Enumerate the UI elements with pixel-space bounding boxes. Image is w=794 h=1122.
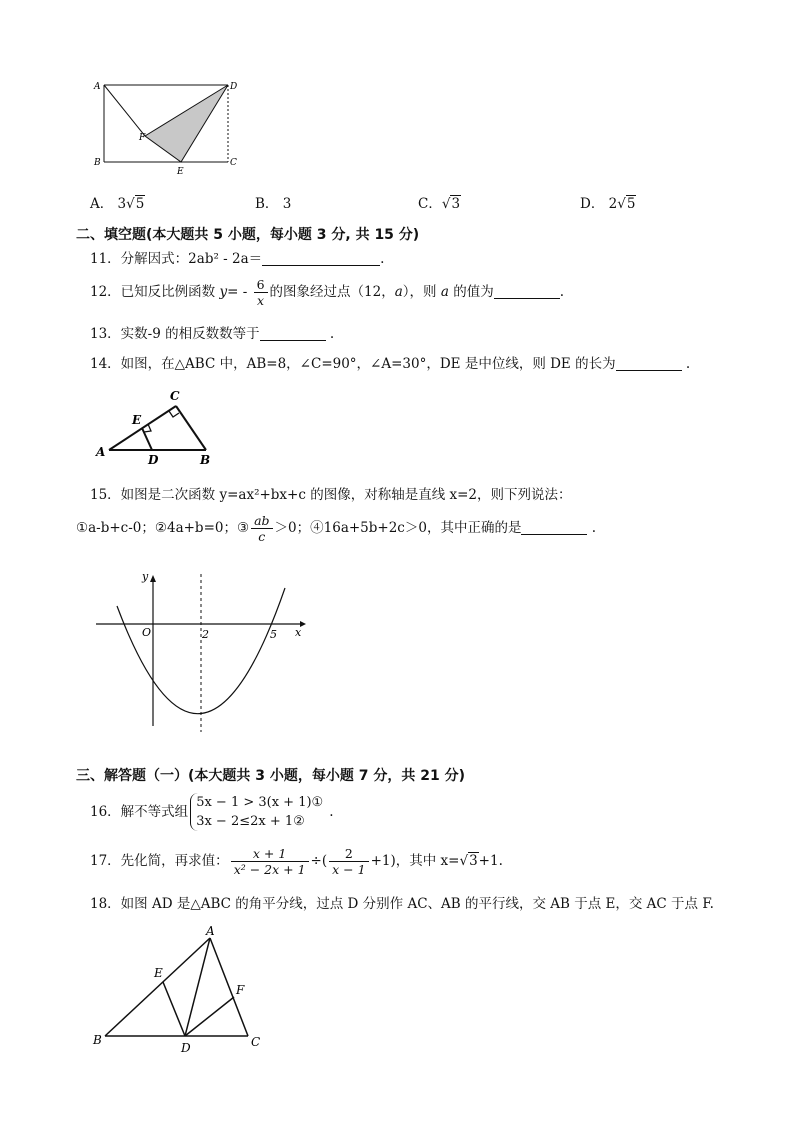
fraction [231, 846, 309, 877]
vertex-d-label: D [181, 1041, 191, 1055]
option-radicand: 5 [135, 196, 145, 212]
tick-label-2: 2 [202, 628, 209, 641]
angle-bisector-figure [88, 922, 278, 1057]
q12-post2: ），则 [402, 284, 441, 300]
option-radicand: 3 [451, 196, 461, 212]
q13-text: 13．实数-9 的相反数数等于 [90, 326, 260, 342]
x-axis-label: x [295, 626, 302, 639]
q15-statements-b: ＞0；④16a+5b+2c＞0，其中正确的是 [274, 520, 522, 536]
option-letter: B． [255, 196, 279, 212]
answer-blank [262, 251, 380, 266]
q17-mid: ÷( [310, 853, 328, 869]
question-15-statements [76, 513, 596, 544]
denominator: x [257, 293, 265, 308]
q15-end: . [587, 520, 597, 536]
vertex-c-label: C [251, 1035, 261, 1049]
question-18: 18．如图 AD 是△ABC 的角平分线，过点 D 分别作 AC、AB 的平行线，交 AB 于点 E，交 AC 于点 F. [90, 896, 714, 912]
option-b [255, 192, 291, 212]
vertex-f-label: F [139, 133, 146, 143]
vertex-d-label: D [230, 82, 238, 92]
q11-text: 11．分解因式：2ab² - 2a＝ [90, 251, 263, 267]
inequality-system [190, 793, 323, 831]
q16-pre: 16．解不等式组 [90, 804, 189, 820]
q12-eq: = - [227, 284, 248, 300]
answer-blank [616, 356, 682, 371]
vertex-b-label: B [94, 158, 101, 168]
section-3-heading: 三、解答题（一）(本大题共 3 小题，每小题 7 分，共 21 分) [76, 768, 466, 784]
q17-post: +1)，其中 x= [370, 853, 460, 869]
answer-blank [494, 284, 560, 299]
q14-end: . [681, 356, 691, 372]
question-13 [90, 325, 334, 343]
inequality-2: 3x − 2≤2x + 1② [196, 814, 305, 829]
q12-y: y [219, 284, 228, 300]
numerator: x + 1 [231, 846, 309, 862]
q12-post3: 的值为 [448, 284, 494, 300]
q13-end: . [325, 326, 335, 342]
q12-end: . [559, 284, 564, 300]
q12-post: 的图象经过点（12， [269, 284, 395, 300]
vertex-a-label: A [94, 82, 101, 92]
fraction [254, 277, 268, 308]
numerator: 6 [254, 277, 268, 293]
vertex-e-label: E [154, 966, 163, 980]
q17-radicand: 3 [469, 853, 478, 869]
q16-end: . [329, 804, 334, 820]
vertex-c-label: C [230, 158, 237, 168]
option-radicand: 5 [626, 196, 636, 212]
y-axis-label: y [142, 570, 149, 583]
vertex-b-label: B [200, 453, 211, 466]
option-letter: C． [418, 196, 442, 212]
q17-end: +1. [478, 853, 503, 869]
answer-blank [260, 326, 326, 341]
vertex-d-label: D [148, 453, 159, 466]
vertex-c-label: C [170, 389, 180, 403]
section-2-heading: 二、填空题(本大题共 5 小题，每小题 3 分, 共 15 分) [76, 227, 420, 243]
question-14 [90, 355, 690, 373]
triangle-figure [90, 384, 225, 466]
answer-blank [521, 520, 587, 535]
origin-label: O [142, 626, 152, 639]
inequality-1: 5x − 1 > 3(x + 1)① [196, 795, 324, 810]
option-coef: 3 [117, 196, 127, 212]
vertex-a-label: A [96, 445, 106, 459]
option-letter: D． [580, 196, 605, 212]
denominator: x − 1 [332, 862, 366, 877]
question-15: 15．如图是二次函数 y=ax²+bx+c 的图像，对称轴是直线 x=2，则下列说法： [90, 487, 572, 503]
fraction [251, 513, 272, 544]
parabola-graph [90, 566, 310, 744]
option-d: D． 2√5 [580, 196, 636, 212]
q14-text: 14．如图，在△ABC 中，AB=8，∠C=90°，∠A=30°，DE 是中位线，则 DE 的长为 [90, 356, 616, 372]
question-17: 17．先化简，再求值： $\frac{x + 1}{\text{x² − 2x + 1}}$ ÷( $\frac{2}{x - 1}$ +1)，其中 x=√3+1. [90, 846, 503, 877]
vertex-e-label: E [132, 413, 142, 427]
q12-a: a [394, 284, 403, 300]
q17-pre: 17．先化简，再求值： [90, 853, 229, 869]
option-a: A． 3√5 [90, 196, 145, 212]
vertex-f-label: F [236, 983, 245, 997]
fraction [329, 846, 368, 877]
q15-statements-a: ①a-b+c-0；②4a+b=0；③ [76, 520, 250, 536]
denominator: x² − 2x + 1 [233, 862, 306, 877]
vertex-b-label: B [93, 1033, 102, 1047]
option-letter: A． [90, 196, 114, 212]
q12-a2: a [440, 284, 449, 300]
vertex-e-label: E [177, 167, 184, 177]
vertex-a-label: A [206, 924, 215, 938]
option-coef: 2 [608, 196, 618, 212]
option-c: C．√3 [418, 196, 461, 212]
tick-label-5: 5 [270, 628, 277, 641]
option-value: 3 [282, 196, 292, 212]
numerator: ab [251, 513, 272, 529]
q11-end: . [380, 251, 385, 267]
question-11 [90, 250, 384, 268]
denominator: c [258, 529, 266, 544]
question-12 [90, 277, 564, 308]
question-16 [90, 793, 334, 831]
numerator: 2 [329, 846, 368, 862]
rectangle-figure [90, 78, 240, 178]
q12-pre: 12．已知反比例函数 [90, 284, 220, 300]
